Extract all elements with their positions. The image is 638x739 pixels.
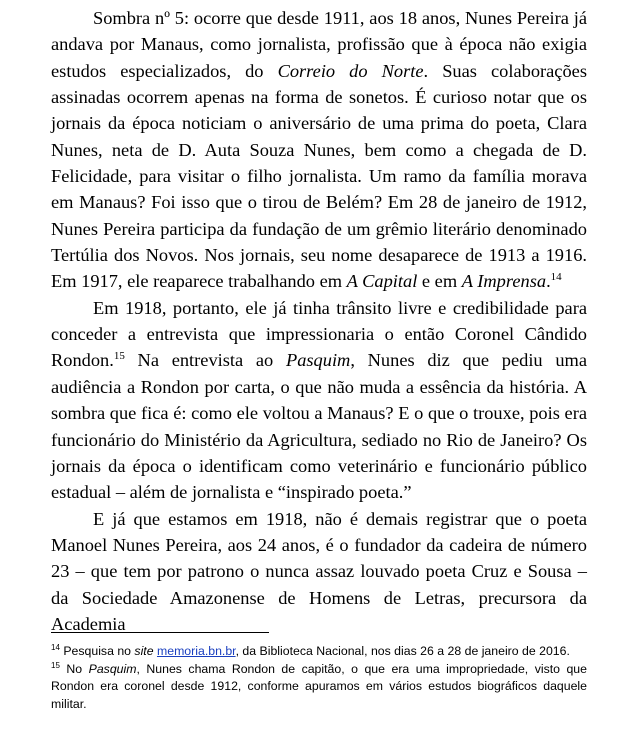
paragraph-1 [51,5,587,295]
footnote-number-14: 14 [51,642,60,652]
fn15-text-2: , Nunes chama Rondon de capitão, o que era uma impropriedade, visto que Rondon era coronel desde 1912, conforme apuramos em vários estudos biográficos daquele militar. [51,661,587,711]
fn14-site-word: site [134,644,154,658]
footnote-separator [51,632,269,633]
p3-text-1: E já que estamos em 1918, não é demais registrar que o poeta Manoel Nunes Pereira, aos 24 anos, é o fundador da cadeira de número 23 – que tem por patrono o nunca assaz louvado poeta Cruz e Sousa – da Sociedade Amazonense de Homens de Letras, precursora da Academia [51,508,587,634]
newspaper-title-a-capital: A Capital [346,271,418,292]
fn15-newspaper-pasquim: Pasquim [88,661,137,676]
newspaper-title-pasquim: Pasquim [285,350,351,371]
newspaper-title-a-imprensa: A Imprensa [461,271,547,292]
footnote-ref-15[interactable]: 15 [113,350,125,363]
fn15-text-1: No [59,661,89,676]
p2-text-2: Na entrevista ao [124,350,286,371]
footnote-15 [51,661,587,714]
newspaper-title-correio-do-norte: Correio do Norte [277,60,424,81]
paragraph-2 [51,295,587,506]
p2-text-1: Em 1918, portanto, ele já tinha trânsito livre e credibilidade para conceder a entrevista que impressionaria o então Coronel Cândido Rondon. [51,297,587,371]
footnote-ref-14[interactable]: 14 [550,271,562,284]
p1-text-2: . Suas colaborações assinadas ocorrem apenas na forma de sonetos. É curioso notar que os jornais da época noticiam o aniversário de uma prima do poeta, Clara Nunes, neta de D. Auta Souza Nunes, bem como a chegada de D. Felicidade, para visitar o filho jornalista. Um ramo da família morava em Manaus? Foi isso que o tirou de Belém? Em 28 de janeiro de 1912, Nunes Pereira participa da fundação de um grêmio literário denominado Tertúlia dos Novos. Nos jornais, seu nome desaparece de 1913 a 1916. Em 1917, ele reaparece trabalhando em [51,60,587,292]
p1-text-4: . [546,271,551,292]
body-text [51,5,587,637]
memoria-link[interactable]: memoria.bn.br [156,644,236,658]
fn14-text-1: Pesquisa no [59,644,135,658]
p1-text-1: Sombra nº 5: ocorre que desde 1911, aos 18 anos, Nunes Pereira já andava por Manaus, como jornalista, profissão que à época não exigia estudos especializados, do [51,8,587,81]
p1-text-3: e em [417,271,462,292]
footnotes [51,643,587,713]
footnote-14 [51,643,587,661]
fn14-text-3: , da Biblioteca Nacional, nos dias 26 a 28 de janeiro de 2016. [235,644,570,658]
p2-text-3: , Nunes diz que pediu uma audiência a Rondon por carta, o que não muda a essência da história. A sombra que fica é: como ele voltou a Manaus? E o que o trouxe, pois era funcionário do Ministério da Agricultura, sediado no Rio de Janeiro? Os jornais da época o identificam como veterinário e funcionário público estadual – além de jornalista e “inspirado poeta.” [51,350,588,503]
footnote-number-15: 15 [51,660,60,670]
paragraph-3 [51,506,587,638]
